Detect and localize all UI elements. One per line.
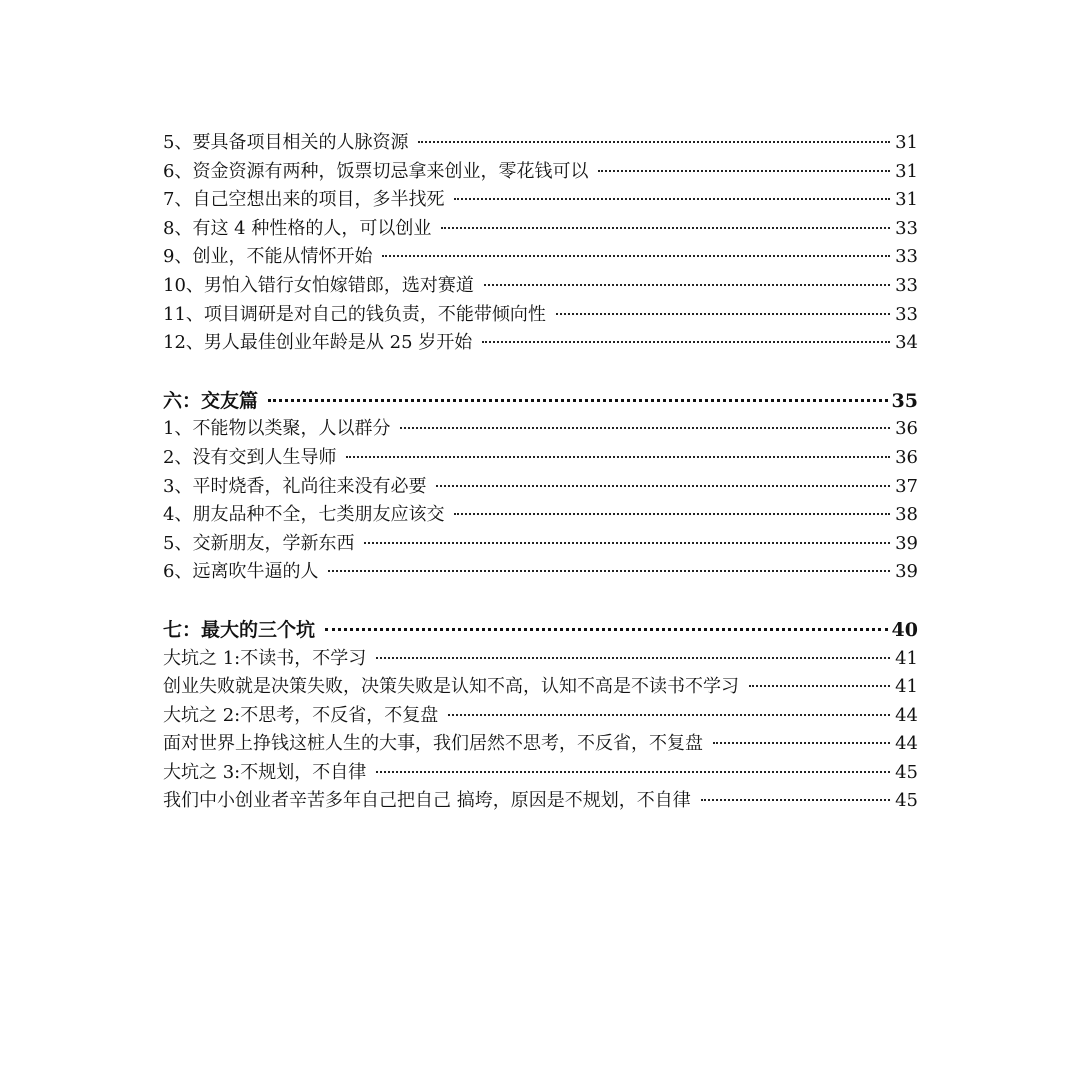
toc-entry-page: 41 bbox=[895, 647, 918, 669]
dot-leader bbox=[448, 714, 890, 716]
toc-entry-title: 7、自己空想出来的项目，多半找死 bbox=[163, 189, 445, 211]
dot-leader bbox=[454, 198, 890, 200]
toc-entry[interactable] bbox=[163, 530, 918, 559]
toc-entry-title: 大坑之 2:不思考，不反省，不复盘 bbox=[163, 704, 439, 726]
dot-leader bbox=[364, 542, 890, 544]
toc-entry-title: 大坑之 1:不读书，不学习 bbox=[163, 647, 367, 669]
toc-section-heading[interactable] bbox=[163, 616, 918, 645]
toc-entry-page: 36 bbox=[895, 446, 918, 468]
toc-entry-page: 31 bbox=[895, 132, 918, 153]
toc-entry-title: 创业失败就是决策失败，决策失败是认知不高，认知不高是不读书不学习 bbox=[163, 676, 739, 698]
toc-entry[interactable] bbox=[163, 215, 918, 244]
toc-entry-title: 3、平时烧香，礼尚往来没有必要 bbox=[163, 475, 427, 497]
toc-entry-title: 9、创业，不能从情怀开始 bbox=[163, 246, 373, 268]
dot-leader bbox=[382, 255, 890, 257]
toc-entry-title: 5、交新朋友，学新东西 bbox=[163, 532, 355, 554]
toc-entry[interactable] bbox=[163, 415, 918, 444]
dot-leader bbox=[436, 485, 890, 487]
dot-leader bbox=[484, 284, 890, 286]
section-heading-title: 七：最大的三个坑 bbox=[163, 618, 316, 641]
dot-leader bbox=[376, 771, 890, 773]
toc-entry[interactable] bbox=[163, 673, 918, 702]
toc-entry-page: 41 bbox=[895, 676, 918, 698]
toc-entry-page: 37 bbox=[895, 475, 918, 497]
toc-entry-page: 38 bbox=[895, 504, 918, 526]
toc-entry-title: 4、朋友品种不全，七类朋友应该交 bbox=[163, 504, 445, 526]
toc-entry-title: 6、资金资源有两种，饭票切忌拿来创业，零花钱可以 bbox=[163, 160, 589, 182]
toc-entry[interactable] bbox=[163, 501, 918, 530]
dot-leader bbox=[325, 628, 888, 631]
toc-entry-page: 33 bbox=[895, 246, 918, 268]
dot-leader bbox=[268, 399, 888, 402]
toc-entry-title: 10、男怕入错行女怕嫁错郎，选对赛道 bbox=[163, 274, 474, 296]
toc-entry[interactable] bbox=[163, 444, 918, 473]
toc-entry-page: 39 bbox=[895, 561, 918, 583]
toc-section-heading[interactable] bbox=[163, 387, 918, 416]
dot-leader bbox=[441, 227, 890, 229]
toc-entry[interactable] bbox=[163, 787, 918, 816]
toc-entry-page: 39 bbox=[895, 532, 918, 554]
toc-entry-page: 45 bbox=[895, 790, 918, 812]
dot-leader bbox=[482, 341, 890, 343]
dot-leader bbox=[418, 141, 890, 143]
toc-entry-page: 44 bbox=[895, 704, 918, 726]
toc-entry-page: 36 bbox=[895, 418, 918, 440]
section-spacer bbox=[163, 587, 918, 616]
toc-entry-page: 31 bbox=[895, 160, 918, 182]
table-of-contents bbox=[163, 129, 918, 816]
toc-entry[interactable] bbox=[163, 558, 918, 587]
dot-leader bbox=[400, 427, 890, 429]
toc-entry-page: 33 bbox=[895, 303, 918, 325]
toc-entry[interactable] bbox=[163, 272, 918, 301]
dot-leader bbox=[598, 170, 890, 172]
toc-entry-title: 大坑之 3:不规划，不自律 bbox=[163, 761, 367, 783]
section-heading-page: 40 bbox=[891, 618, 918, 641]
section-spacer bbox=[163, 358, 918, 387]
toc-entry-title: 1、不能物以类聚，人以群分 bbox=[163, 418, 391, 440]
toc-entry[interactable] bbox=[163, 129, 918, 158]
dot-leader bbox=[346, 456, 890, 458]
toc-entry-title: 6、远离吹牛逼的人 bbox=[163, 561, 319, 583]
toc-entry[interactable] bbox=[163, 329, 918, 358]
toc-entry-page: 33 bbox=[895, 217, 918, 239]
toc-entry[interactable] bbox=[163, 158, 918, 187]
dot-leader bbox=[713, 742, 890, 744]
section-heading-page: 35 bbox=[891, 389, 918, 412]
toc-entry-title: 11、项目调研是对自己的钱负责，不能带倾向性 bbox=[163, 303, 546, 325]
dot-leader bbox=[376, 657, 890, 659]
toc-entry-page: 33 bbox=[895, 274, 918, 296]
toc-entry[interactable] bbox=[163, 301, 918, 330]
toc-entry[interactable] bbox=[163, 759, 918, 788]
toc-entry-title: 5、要具备项目相关的人脉资源 bbox=[163, 132, 409, 153]
toc-entry[interactable] bbox=[163, 473, 918, 502]
toc-entry-title: 8、有这 4 种性格的人，可以创业 bbox=[163, 217, 432, 239]
toc-entry[interactable] bbox=[163, 702, 918, 731]
dot-leader bbox=[749, 685, 890, 687]
dot-leader bbox=[328, 570, 890, 572]
dot-leader bbox=[454, 513, 890, 515]
toc-entry-title: 面对世界上挣钱这桩人生的大事，我们居然不思考，不反省，不复盘 bbox=[163, 733, 703, 755]
dot-leader bbox=[701, 799, 890, 801]
toc-entry-page: 31 bbox=[895, 189, 918, 211]
toc-entry-title: 2、没有交到人生导师 bbox=[163, 446, 337, 468]
toc-entry-title: 12、男人最佳创业年龄是从 25 岁开始 bbox=[163, 332, 473, 354]
toc-entry-page: 45 bbox=[895, 761, 918, 783]
toc-entry-page: 34 bbox=[895, 332, 918, 354]
toc-entry[interactable] bbox=[163, 243, 918, 272]
toc-entry-title: 我们中小创业者辛苦多年自己把自己 搞垮，原因是不规划，不自律 bbox=[163, 790, 691, 812]
toc-entry[interactable] bbox=[163, 186, 918, 215]
toc-entry[interactable] bbox=[163, 730, 918, 759]
toc-entry[interactable] bbox=[163, 645, 918, 674]
section-heading-title: 六：交友篇 bbox=[163, 389, 259, 412]
dot-leader bbox=[556, 313, 890, 315]
toc-entry-page: 44 bbox=[895, 733, 918, 755]
